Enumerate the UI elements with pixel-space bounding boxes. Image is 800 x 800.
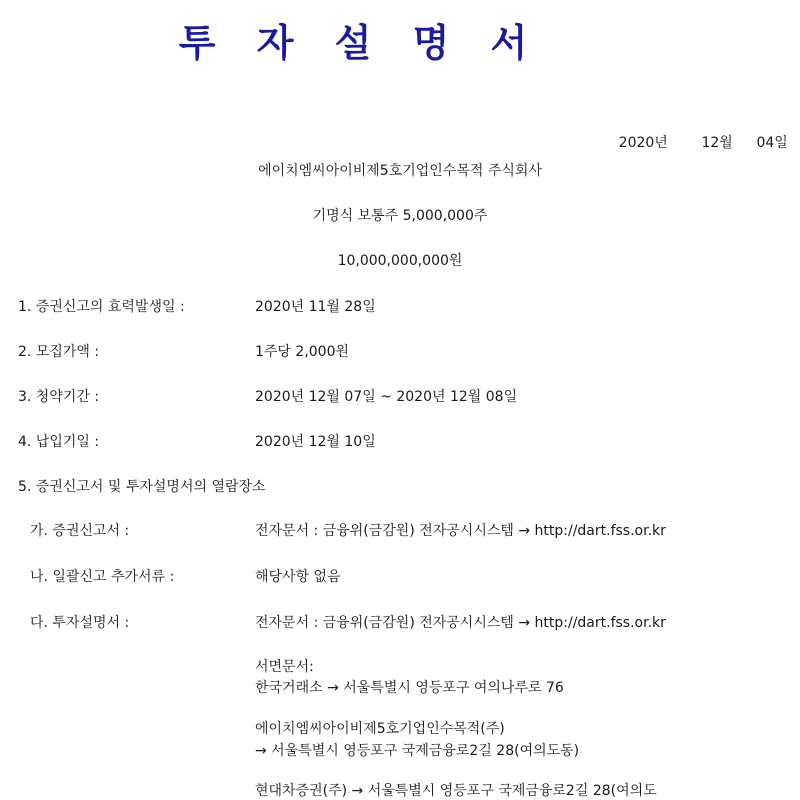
- document-title: 투 자 설 명 서: [178, 20, 542, 65]
- offering-amount: 10,000,000,000원: [337, 253, 463, 269]
- paper-docs-line: → 서울특별시 영등포구 국제금융로2길 28(여의도동): [255, 743, 580, 759]
- item-label: 1. 증권신고의 효력발생일 :: [18, 299, 185, 315]
- item-label: 3. 청약기간 :: [18, 389, 100, 405]
- sub-item-value: 해당사항 없음: [255, 569, 341, 585]
- item-label: 5. 증권신고서 및 투자설명서의 열람장소: [18, 479, 266, 495]
- paper-docs-line: 현대차증권(주) → 서울특별시 영등포구 국제금융로2길 28(여의도: [255, 783, 657, 799]
- sub-item-label: 나. 일괄신고 추가서류 :: [30, 569, 175, 585]
- paper-docs-line: 한국거래소 → 서울특별시 영등포구 여의나루로 76: [255, 680, 564, 696]
- sub-item-value: 전자문서 : 금융위(금감원) 전자공시시스템 → http://dart.fss.or.kr: [255, 615, 666, 631]
- sub-item-label: 다. 투자설명서 :: [30, 615, 130, 631]
- paper-docs-line: 에이치엠씨아이비제5호기업인수목적(주): [255, 721, 505, 737]
- company-name: 에이치엠씨아이비제5호기업인수목적 주식회사: [258, 163, 542, 179]
- date-day: 04일: [756, 135, 788, 151]
- share-description: 기명식 보통주 5,000,000주: [312, 208, 488, 224]
- item-value: 1주당 2,000원: [255, 344, 350, 360]
- sub-item-label: 가. 증권신고서 :: [30, 523, 130, 539]
- item-value: 2020년 12월 07일 ~ 2020년 12월 08일: [255, 389, 518, 405]
- item-value: 2020년 11월 28일: [255, 299, 376, 315]
- item-label: 2. 모집가액 :: [18, 344, 100, 360]
- paper-docs-heading: 서면문서:: [255, 659, 314, 675]
- date-year: 2020년: [618, 135, 668, 151]
- item-value: 2020년 12월 10일: [255, 434, 376, 450]
- item-label: 4. 납입기일 :: [18, 434, 100, 450]
- date-month: 12월: [701, 135, 733, 151]
- sub-item-value: 전자문서 : 금융위(금감원) 전자공시시스템 → http://dart.fss.or.kr: [255, 523, 666, 539]
